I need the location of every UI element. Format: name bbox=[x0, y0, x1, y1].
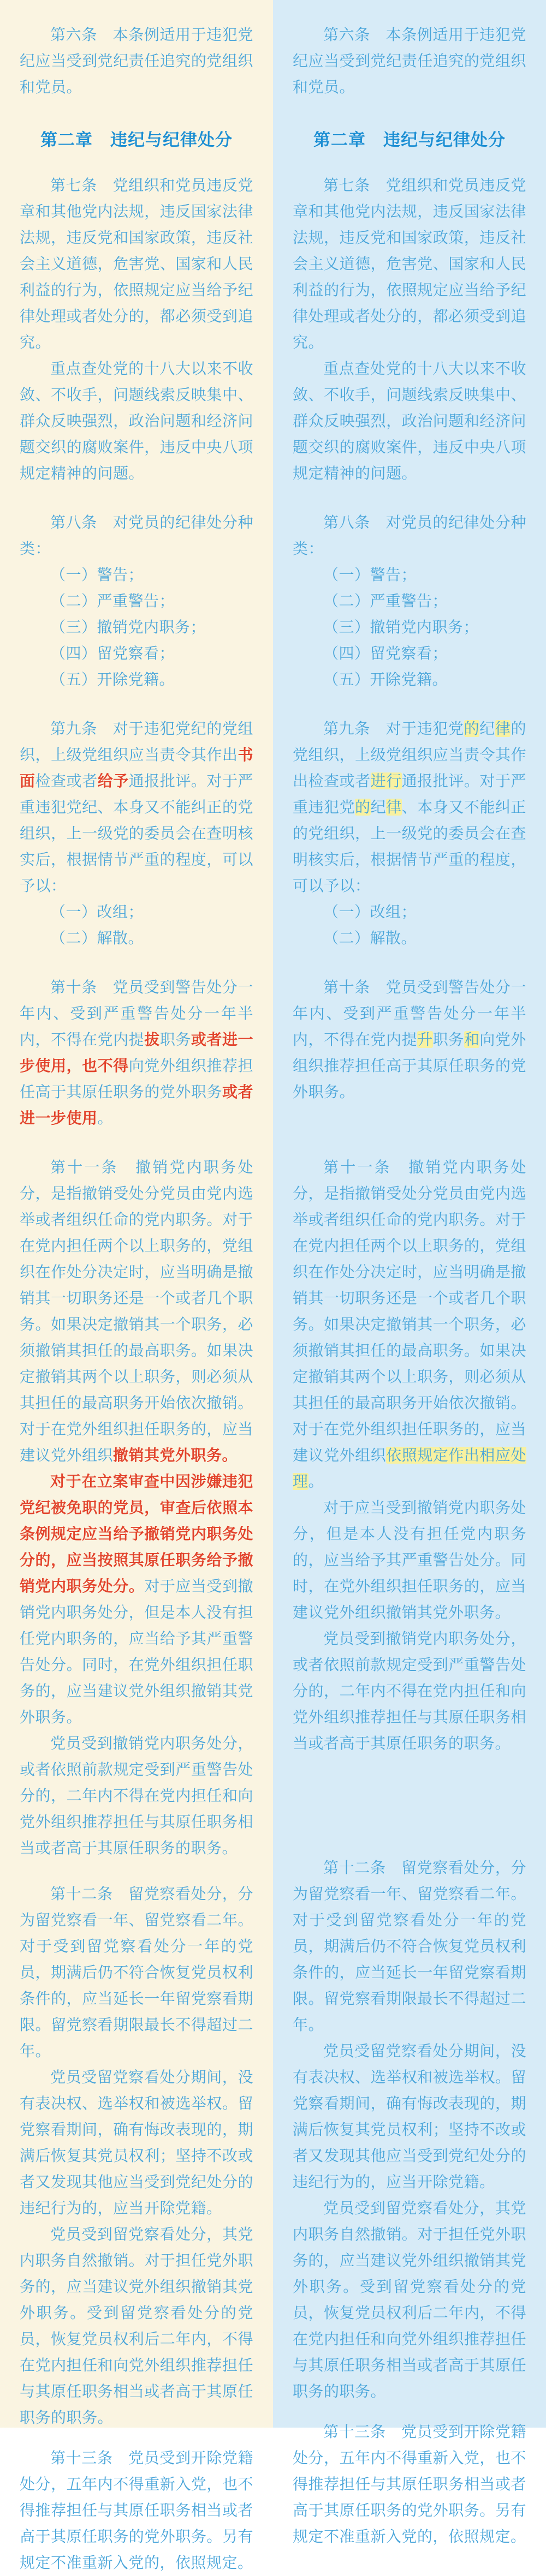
chapter-heading: 第二章 违纪与纪律处分 bbox=[40, 130, 233, 149]
body-text: 第七条 党组织和党员违反党章和其他党内法规，违反国家法律法规，违反党和国家政策，违反社会主义道德，危害党、国家和人民利益的行为，依照规定应当给予纪律处理或者处分的，都必须受到追究。 bbox=[20, 177, 253, 351]
article-paragraph bbox=[293, 356, 526, 487]
article-spacer bbox=[293, 693, 526, 716]
highlighted-diff: 进行 bbox=[370, 772, 402, 789]
article-paragraph bbox=[20, 1469, 253, 1730]
left-column-revised-text bbox=[0, 0, 273, 2571]
body-text: 第六条 本条例适用于违犯党纪应当受到党纪责任追究的党组织和党员。 bbox=[20, 26, 253, 95]
article-spacer bbox=[20, 487, 253, 510]
right-column-original-text bbox=[273, 0, 546, 2545]
highlighted-diff: 的 bbox=[355, 799, 371, 816]
body-text: （一）警告； bbox=[323, 566, 417, 583]
article-paragraph bbox=[20, 2221, 253, 2431]
highlighted-diff: 律 bbox=[495, 720, 511, 737]
body-text: （二）严重警告； bbox=[323, 592, 448, 609]
article-spacer bbox=[20, 154, 253, 172]
article-paragraph bbox=[20, 925, 253, 951]
article-paragraph bbox=[293, 2038, 526, 2195]
body-text: 第十三条 党员受到开除党籍处分，五年内不得重新入党，也不得推荐担任与其原任职务相当或者高于其原任职务的党外职务。另有规定不准重新入党的，依照规定。 bbox=[293, 2423, 526, 2545]
article-spacer bbox=[20, 100, 253, 127]
body-text: （三）撤销党内职务； bbox=[50, 619, 206, 636]
body-text: 党员受留党察看处分期间，没有表决权、选举权和被选举权。留党察看期间，确有悔改表现的，期满后恢复其党员权利；坚持不改或者又发现其他应当受到党纪处分的违纪行为的，应当开除党籍。 bbox=[20, 2069, 253, 2216]
body-text: （五）开除党籍。 bbox=[50, 671, 175, 688]
added-text-red: 或者进一步使用，也不得 bbox=[20, 1031, 253, 1074]
body-text: 通报批评。对于严重违犯党 bbox=[293, 772, 526, 816]
article-paragraph bbox=[20, 562, 253, 588]
article-paragraph bbox=[293, 22, 526, 100]
body-text: （一）改组； bbox=[323, 903, 417, 920]
body-text: 党员受到留党察看处分，其党内职务自然撤销。对于担任党外职务的，应当建议党外组织撤销其党外职务。受到留党察看处分的党员，恢复党员权利后二年内，不得在党内担任和向党外组织推荐担任与其原任职务相当或者高于其原任职务的职务。 bbox=[20, 2226, 253, 2426]
article-paragraph bbox=[20, 667, 253, 693]
article-paragraph bbox=[20, 716, 253, 899]
body-text: 检查或者 bbox=[35, 772, 98, 789]
article-paragraph bbox=[20, 356, 253, 487]
body-text: 通报批评。对于严重违犯党纪、本身又不能纠正的党组织，上一级党的委员会在查明核实后，根据情节严重的程度，可以予以： bbox=[20, 772, 253, 894]
article-spacer bbox=[20, 2431, 253, 2445]
article-spacer bbox=[293, 951, 526, 974]
body-text: 第九条 对于违犯党纪的党组织，上级党组织应当责令其作出 bbox=[20, 720, 253, 763]
highlighted-diff: 依照规定作出相应处理 bbox=[293, 1447, 526, 1490]
body-text: 第十一条 撤销党内职务处分，是指撤销受处分党员由党内选举或者组织任命的党内职务。对于在党内担任两个以上职务的，党组织在作处分决定时，应当明确是撤销其一切职务还是一个或者几个职务。如果决定撤销其一个职务，必须撤销其担任的最高职务。如果决定撤销其两个以上职务，则必须从其担任的最高职务开始依次撤销。对于在党外组织担任职务的，应当建议党外组织 bbox=[20, 1159, 253, 1464]
article-paragraph bbox=[293, 1626, 526, 1757]
article-paragraph bbox=[293, 562, 526, 588]
body-text: 纪 bbox=[479, 720, 495, 737]
added-text-red: 或者进一步使用 bbox=[20, 1083, 253, 1127]
body-text: （三）撤销党内职务； bbox=[323, 619, 479, 636]
article-paragraph bbox=[293, 588, 526, 614]
body-text: 党员受到撤销党内职务处分，或者依照前款规定受到严重警告处分的，二年内不得在党内担任和向党外组织推荐担任与其原任职务相当或者高于其原任职务的职务。 bbox=[20, 1735, 253, 1856]
body-text: 对于应当受到撤销党内职务处分，但是本人没有担任党内职务的，应当给予其严重警告处分。同时，在党外组织担任职务的，应当建议党外组织撤销其党外职务。 bbox=[293, 1499, 526, 1621]
article-paragraph bbox=[293, 716, 526, 899]
article-paragraph bbox=[293, 1154, 526, 1495]
chapter-heading: 第二章 违纪与纪律处分 bbox=[313, 130, 506, 149]
article-paragraph bbox=[20, 22, 253, 100]
article-paragraph bbox=[293, 925, 526, 951]
body-text: 第十一条 撤销党内职务处分，是指撤销受处分党员由党内选举或者组织任命的党内职务。对于在党内担任两个以上职务的，党组织在作处分决定时，应当明确是撤销其一切职务还是一个或者几个职务。如果决定撤销其一个职务，必须撤销其担任的最高职务。如果决定撤销其两个以上职务，则必须从其担任的最高职务开始依次撤销。对于在党外组织担任职务的，应当建议党外组织 bbox=[293, 1159, 526, 1464]
body-text: （二）解散。 bbox=[323, 930, 417, 946]
body-text: （四）留党察看； bbox=[323, 645, 448, 662]
body-text: 纪 bbox=[370, 799, 387, 816]
article-paragraph bbox=[293, 510, 526, 562]
body-text: 第六条 本条例适用于违犯党纪应当受到党纪责任追究的党组织和党员。 bbox=[293, 26, 526, 95]
article-paragraph bbox=[293, 640, 526, 667]
article-spacer bbox=[293, 487, 526, 510]
body-text: 职务 bbox=[432, 1031, 464, 1048]
body-text: 党员受到撤销党内职务处分，或者依照前款规定受到严重警告处分的，二年内不得在党内担任和向党外组织推荐担任与其原任职务相当或者高于其原任职务的职务。 bbox=[293, 1630, 526, 1752]
article-paragraph bbox=[293, 2419, 526, 2550]
article-spacer bbox=[20, 693, 253, 716]
body-text: 对于应当受到撤销党内职务处分，但是本人没有担任党内职务的，应当给予其严重警告处分。同时，在党外组织担任职务的，应当建议党外组织撤销其党外职务。 bbox=[20, 1578, 253, 1726]
article-spacer bbox=[293, 1757, 526, 1855]
article-paragraph bbox=[293, 614, 526, 640]
body-text: （二）解散。 bbox=[50, 930, 144, 946]
body-text: 的党组织，上级党组织应当责令其作出检查或者 bbox=[293, 720, 526, 789]
article-paragraph bbox=[293, 1495, 526, 1626]
article-paragraph bbox=[293, 899, 526, 925]
highlighted-diff: 升 bbox=[417, 1031, 433, 1048]
added-text-red: 给予 bbox=[97, 772, 129, 789]
article-paragraph bbox=[20, 2445, 253, 2576]
added-text-red: 书面 bbox=[20, 746, 253, 789]
article-paragraph bbox=[20, 172, 253, 356]
article-spacer bbox=[293, 154, 526, 172]
article-spacer bbox=[293, 100, 526, 127]
highlighted-diff: 律 bbox=[386, 799, 402, 816]
body-text: 重点查处党的十八大以来不收敛、不收手，问题线索反映集中、群众反映强烈，政治问题和经济问题交织的腐败案件，违反中央八项规定精神的问题。 bbox=[293, 360, 526, 482]
article-spacer bbox=[20, 1861, 253, 1881]
body-text: 、本身又不能纠正的党组织，上一级党的委员会在查明核实后，根据情节严重的程度，可以予以： bbox=[293, 799, 526, 894]
article-paragraph bbox=[20, 640, 253, 667]
body-text: （一）警告； bbox=[50, 566, 144, 583]
body-text: 向党外组织推荐担任高于其原任职务的党外职务 bbox=[20, 1057, 253, 1100]
body-text: （二）严重警告； bbox=[50, 592, 175, 609]
article-paragraph bbox=[20, 614, 253, 640]
article-paragraph bbox=[293, 172, 526, 356]
body-text: 党员受留党察看处分期间，没有表决权、选举权和被选举权。留党察看期间，确有悔改表现的，期满后恢复其党员权利；坚持不改或者又发现其他应当受到党纪处分的违纪行为的，应当开除党籍。 bbox=[293, 2042, 526, 2190]
body-text: 第七条 党组织和党员违反党章和其他党内法规，违反国家法律法规，违反党和国家政策，违反社会主义道德，危害党、国家和人民利益的行为，依照规定应当给予纪律处理或者处分的，都必须受到追究。 bbox=[293, 177, 526, 351]
highlighted-diff: 和 bbox=[464, 1031, 480, 1048]
body-text: 第十条 党员受到警告处分一年内、受到严重警告处分一年半内，不得在党内提 bbox=[293, 979, 526, 1048]
article-spacer bbox=[20, 951, 253, 974]
body-text: 第八条 对党员的纪律处分种类： bbox=[20, 514, 253, 557]
article-paragraph bbox=[20, 974, 253, 1131]
body-text: 第十条 党员受到警告处分一年内、受到严重警告处分一年半内，不得在党内提 bbox=[20, 979, 253, 1048]
body-text: （五）开除党籍。 bbox=[323, 671, 448, 688]
article-paragraph bbox=[20, 1881, 253, 2064]
article-paragraph bbox=[293, 2195, 526, 2405]
body-text: （四）留党察看； bbox=[50, 645, 175, 662]
article-paragraph bbox=[20, 510, 253, 562]
body-text: 第八条 对党员的纪律处分种类： bbox=[293, 514, 526, 557]
article-paragraph bbox=[20, 588, 253, 614]
body-text: 职务 bbox=[159, 1031, 191, 1048]
article-paragraph bbox=[20, 1730, 253, 1861]
body-text: 。 bbox=[97, 1110, 114, 1127]
article-spacer bbox=[293, 1105, 526, 1154]
body-text: 第九条 对于违犯党 bbox=[323, 720, 464, 737]
article-paragraph bbox=[293, 974, 526, 1105]
article-spacer bbox=[293, 2405, 526, 2419]
highlighted-diff: 的 bbox=[464, 720, 480, 737]
added-text-red: 拔 bbox=[144, 1031, 160, 1048]
article-paragraph bbox=[293, 1855, 526, 2038]
body-text: 。 bbox=[308, 1473, 324, 1490]
body-text: 重点查处党的十八大以来不收敛、不收手，问题线索反映集中、群众反映强烈，政治问题和经济问题交织的腐败案件，违反中央八项规定精神的问题。 bbox=[20, 360, 253, 482]
body-text: 第十二条 留党察看处分，分为留党察看一年、留党察看二年。对于受到留党察看处分一年的党员，期满后仍不符合恢复党员权利条件的，应当延长一年留党察看期限。留党察看期限最长不得超过二年。 bbox=[20, 1885, 253, 2059]
added-text-red: 对于在立案审查中因涉嫌违犯党纪被免职的党员，审查后依照本条例规定应当给予撤销党内职务处分的，应当按照其原任职务给予撤销党内职务处分。 bbox=[20, 1473, 253, 1595]
article-paragraph bbox=[293, 667, 526, 693]
body-text: 向党外组织推荐担任高于其原任职务的党外职务。 bbox=[293, 1031, 526, 1100]
article-paragraph bbox=[20, 1154, 253, 1469]
body-text: 第十三条 党员受到开除党籍处分，五年内不得重新入党，也不得推荐担任与其原任职务相当或者高于其原任职务的党外职务。另有规定不准重新入党的，依照规定。 bbox=[20, 2449, 253, 2571]
article-spacer bbox=[20, 1131, 253, 1154]
body-text: 第十二条 留党察看处分，分为留党察看一年、留党察看二年。对于受到留党察看处分一年的党员，期满后仍不符合恢复党员权利条件的，应当延长一年留党察看期限。留党察看期限最长不得超过二年。 bbox=[293, 1859, 526, 2033]
body-text: 党员受到留党察看处分，其党内职务自然撤销。对于担任党外职务的，应当建议党外组织撤销其党外职务。受到留党察看处分的党员，恢复党员权利后二年内，不得在党内担任和向党外组织推荐担任与其原任职务相当或者高于其原任职务的职务。 bbox=[293, 2200, 526, 2400]
article-paragraph bbox=[20, 2064, 253, 2221]
added-text-red: 撤销其党外职务。 bbox=[113, 1447, 238, 1464]
article-paragraph bbox=[20, 899, 253, 925]
body-text: （一）改组； bbox=[50, 903, 144, 920]
